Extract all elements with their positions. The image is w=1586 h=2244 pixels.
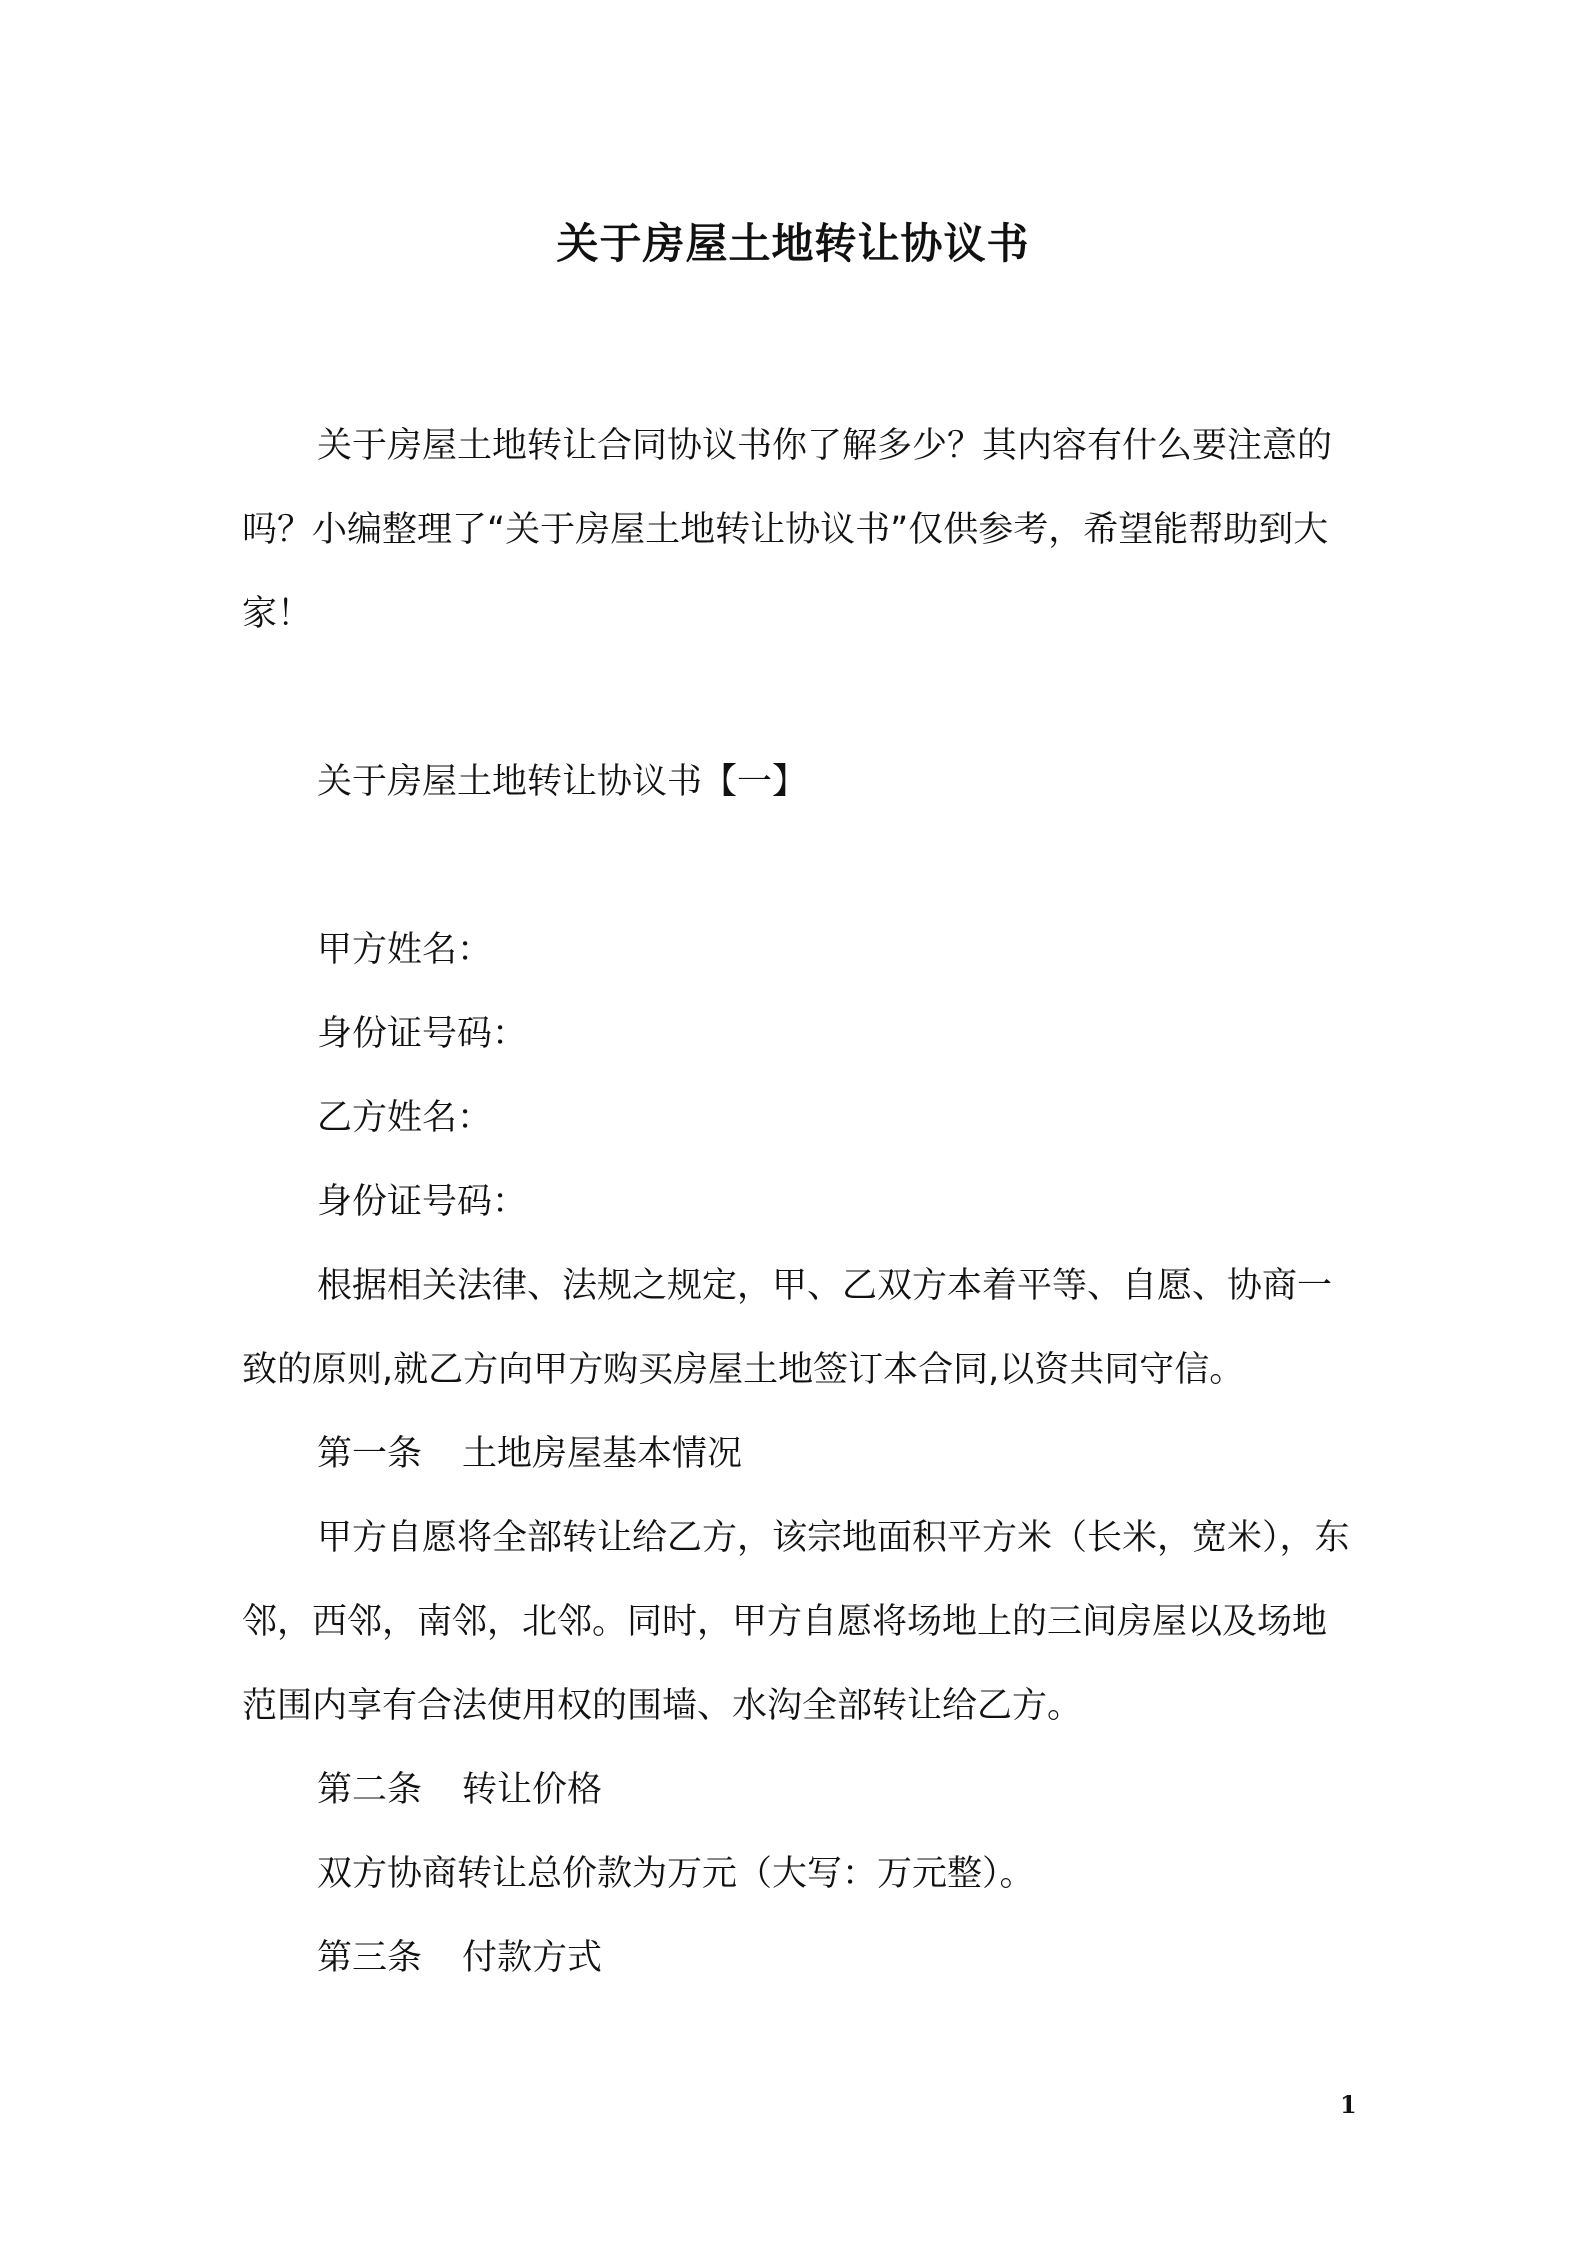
- page-number: 1: [1340, 2090, 1357, 2119]
- article-1-number: 第一条: [317, 1434, 423, 1474]
- article-3-number: 第三条: [317, 1938, 423, 1978]
- article-2-body: 双方协商转让总价款为万元（大写：万元整）。: [317, 1854, 1035, 1894]
- intro-paragraph: 关于房屋土地转让合同协议书你了解多少？其内容有什么要注意的吗？小编整理了“关于房屋土地转让协议书”仅供参考，希望能帮助到大家！: [242, 426, 1333, 634]
- document-title: 关于房屋土地转让协议书: [556, 219, 1030, 268]
- article-1-body: 甲方自愿将全部转让给乙方，该宗地面积平方米（长米，宽米），东邻，西邻，南邻，北邻。同时，甲方自愿将场地上的三间房屋以及场地范围内享有合法使用权的围墙、水沟全部转让给乙方。: [242, 1518, 1350, 1726]
- party-b-name-field: 乙方姓名：: [317, 1098, 493, 1138]
- article-3-heading: [242, 1916, 1360, 2000]
- document-body: [242, 404, 1360, 2000]
- article-2-title: 转让价格: [462, 1770, 603, 1810]
- party-a-name-field: 甲方姓名：: [317, 930, 493, 970]
- article-1-title: 土地房屋基本情况: [462, 1434, 743, 1474]
- article-1-heading: [242, 1412, 1360, 1496]
- article-2-number: 第二条: [317, 1770, 423, 1810]
- party-b-id-field: 身份证号码：: [317, 1182, 528, 1222]
- preamble-paragraph: 根据相关法律、法规之规定，甲、乙双方本着平等、自愿、协商一致的原则,就乙方向甲方购买房屋土地签订本合同,以资共同守信。: [242, 1266, 1333, 1390]
- article-3-title: 付款方式: [462, 1938, 603, 1978]
- section-heading: 关于房屋土地转让协议书【一】: [317, 762, 808, 802]
- party-a-id-field: 身份证号码：: [317, 1014, 528, 1054]
- article-2-heading: [242, 1748, 1360, 1832]
